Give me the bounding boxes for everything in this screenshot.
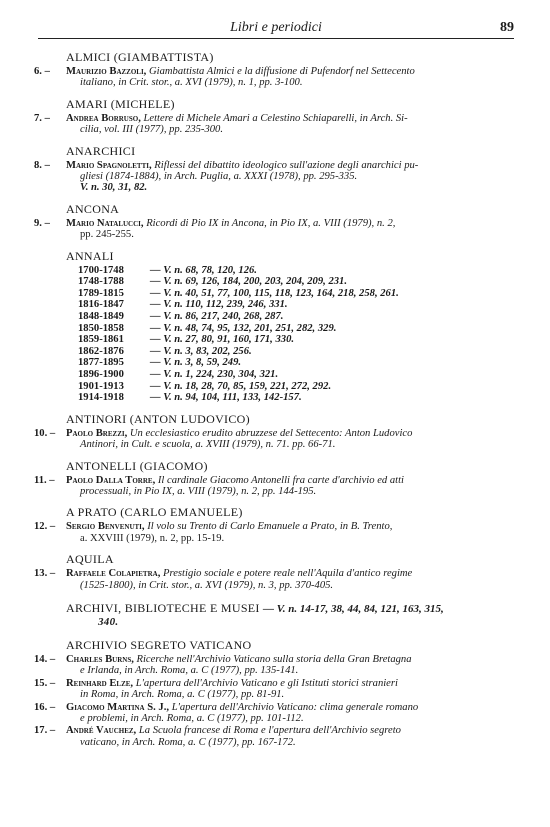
cross-reference: V. n. 30, 31, 82.	[80, 182, 148, 194]
section-heading: ALMICI (GIAMBATTISTA)	[66, 50, 214, 64]
entry-author: Reinhard Elze,	[66, 677, 134, 689]
section-heading: ANTINORI (ANTON LUDOVICO)	[66, 411, 250, 426]
entry-author: Mario Natalucci,	[66, 217, 144, 229]
bibliography-entry	[34, 218, 520, 241]
cross-reference-cont: 340.	[98, 616, 119, 629]
entry-author: Sergio Benvenuti,	[66, 521, 145, 533]
entry-line: (1525-1800), in Crit. stor., a. XVI (1979), n. 3, pp. 370-405.	[80, 579, 334, 591]
entry-number: 16. –	[34, 701, 56, 713]
annali-period: 1877-1895	[78, 357, 124, 369]
entry-line: vaticano, in Arch. Roma, a. C (1977), pp. 167-172.	[80, 736, 296, 748]
entry-number: 8. –	[34, 159, 50, 171]
bibliography-entry	[34, 428, 520, 451]
entry-line: a. XXVIII (1979), n. 2, pp. 15-19.	[80, 532, 225, 544]
bibliography-entry	[34, 725, 520, 748]
running-head-title: Libri e periodici	[230, 20, 322, 35]
entry-line: in Roma, in Arch. Roma, a. C (1977), pp. 81-91.	[80, 689, 285, 701]
bibliography-entry	[34, 475, 520, 498]
entry-text: L'apertura dell'Archivio Vaticano e gli Istituti storici stranieri	[135, 677, 398, 689]
annali-refs: — V. n. 3, 83, 202, 256.	[150, 345, 252, 357]
bibliography-entry	[34, 568, 520, 591]
annali-period: 1789-1815	[78, 287, 124, 299]
entry-text: Il cardinale Giacomo Antonelli fra carte d'archivio ed atti	[157, 474, 404, 486]
annali-period: 1748-1788	[78, 276, 124, 288]
entry-text: Giambattista Almici e la diffusione di Pufendorf nel Settecento	[148, 66, 415, 77]
annali-refs: — V. n. 40, 51, 77, 100, 115, 118, 123, 164, 218, 258, 261.	[150, 287, 399, 299]
entry-line	[66, 568, 520, 579]
entry-line: italiano, in Crit. stor., a. XVI (1979), n. 1, pp. 3-100.	[80, 77, 303, 89]
section-heading: ANNALI	[66, 248, 114, 263]
entry-text: Il volo su Trento di Carlo Emanuele a Prato, in B. Trento,	[147, 521, 393, 533]
annali-refs: — V. n. 68, 78, 120, 126.	[150, 264, 257, 276]
annali-period: 1914-1918	[78, 392, 124, 404]
entry-number: 14. –	[34, 654, 56, 666]
entry-line: processuali, in Pio IX, a. VIII (1979), n. 2, pp. 144-195.	[80, 486, 317, 497]
annali-refs: — V. n. 69, 126, 184, 200, 203, 204, 209, 231.	[150, 276, 347, 288]
entry-line	[66, 475, 520, 486]
entry-text: L'apertura dell'Archivio Vaticano: clima generale romano	[171, 701, 419, 713]
entry-author: Paolo Dalla Torre,	[66, 474, 156, 486]
annali-period: 1862-1876	[78, 345, 124, 357]
bibliography-entry	[34, 113, 520, 136]
entry-number: 11. –	[34, 474, 55, 486]
entry-line	[66, 725, 520, 736]
bibliography-entry	[34, 702, 520, 725]
section-heading: AQUILA	[66, 552, 114, 567]
section-heading: ARCHIVIO SEGRETO VATICANO	[66, 638, 252, 653]
annali-refs: — V. n. 1, 224, 230, 304, 321.	[150, 369, 279, 380]
annali-row	[78, 265, 520, 277]
entry-number: 17. –	[34, 725, 56, 737]
bibliography-entry	[34, 160, 520, 194]
entry-author: Andrea Borruso,	[66, 112, 141, 124]
entry-line	[66, 160, 520, 171]
entry-number: 10. –	[34, 427, 56, 439]
entry-line: cilia, vol. III (1977), pp. 235-300.	[80, 124, 223, 136]
entry-line	[66, 702, 520, 713]
annali-period: 1896-1900	[78, 369, 124, 380]
annali-period: 1859-1861	[78, 334, 124, 346]
annali-row	[78, 334, 520, 346]
annali-period: 1850-1858	[78, 322, 124, 334]
section-heading: ARCHIVI, BIBLIOTECHE E MUSEI	[66, 601, 260, 616]
entry-author: André Vauchez,	[66, 725, 137, 737]
entry-number: 12. –	[34, 521, 56, 533]
entry-line: Antinori, in Cult. e scuola, a. XVIII (1979), n. 71. pp. 66-71.	[80, 439, 336, 451]
annali-row	[78, 381, 520, 393]
entry-number: 15. –	[34, 677, 56, 689]
entry-line: pp. 245-255.	[80, 229, 134, 241]
entry-author: Charles Burns,	[66, 654, 134, 666]
annali-row	[78, 392, 520, 404]
entry-number: 9. –	[34, 217, 50, 229]
entry-author: Mario Spagnoletti,	[66, 159, 152, 171]
entry-line	[66, 428, 520, 439]
section-heading: A PRATO (CARLO EMANUELE)	[66, 505, 243, 520]
annali-refs: — V. n. 18, 28, 70, 85, 159, 221, 272, 292.	[150, 380, 332, 392]
bibliography-entry	[34, 521, 520, 544]
entry-text: Riflessi del dibattito ideologico sull'azione degli anarchici pu-	[154, 159, 419, 171]
entry-line	[66, 66, 520, 77]
entry-number: 6. –	[34, 66, 50, 77]
entry-text: Ricordi di Pio IX in Ancona, in Pio IX, a. VIII (1979), n. 2,	[146, 217, 396, 229]
bibliography-entry	[34, 654, 520, 677]
cross-reference: — V. n. 14-17, 38, 44, 84, 121, 163, 315,	[263, 603, 444, 616]
annali-refs: — V. n. 48, 74, 95, 132, 201, 251, 282, 329.	[150, 322, 337, 334]
entry-text: La Scuola francese di Roma e l'apertura dell'Archivio segreto	[138, 725, 401, 737]
entry-line	[66, 521, 520, 532]
annali-refs: — V. n. 3, 8, 59, 249.	[150, 357, 242, 369]
annali-period: 1816-1847	[78, 299, 124, 311]
entry-author: Paolo Brezzi,	[66, 427, 128, 439]
annali-row	[78, 357, 520, 369]
annali-row	[78, 369, 520, 381]
annali-refs: — V. n. 94, 104, 111, 133, 142-157.	[150, 392, 302, 404]
annali-refs: — V. n. 27, 80, 91, 160, 171, 330.	[150, 334, 295, 346]
annali-row	[78, 276, 520, 288]
entry-line: e Irlanda, in Arch. Roma, a. C (1977), pp. 135-141.	[80, 665, 299, 677]
bibliography-entry	[34, 678, 520, 701]
entry-number: 7. –	[34, 112, 50, 124]
bibliography-entry	[34, 66, 520, 89]
entry-line	[66, 678, 520, 689]
annali-period: 1901-1913	[78, 380, 124, 392]
annali-period: 1848-1849	[78, 311, 124, 323]
section-heading-archivi	[66, 602, 520, 629]
annali-row	[78, 346, 520, 358]
entry-author: Maurizio Bazzoli,	[66, 66, 147, 77]
entry-line	[66, 218, 520, 229]
annali-refs: — V. n. 86, 217, 240, 268, 287.	[150, 311, 284, 323]
entry-text: Prestigio sociale e potere reale nell'Aquila d'antico regime	[163, 568, 413, 580]
section-heading: ANTONELLI (GIACOMO)	[66, 458, 208, 473]
entry-number: 13. –	[34, 568, 56, 580]
entry-line: gliesi (1874-1884), in Arch. Puglia, a. XXXI (1978), pp. 295-335.	[80, 171, 358, 183]
entry-line: e problemi, in Arch. Roma, a. C (1977), pp. 101-112.	[80, 713, 304, 725]
entry-line	[66, 113, 520, 124]
annali-row	[78, 299, 520, 311]
running-head	[38, 20, 514, 39]
section-heading: AMARI (MICHELE)	[66, 96, 175, 111]
entry-text: Lettere di Michele Amari a Celestino Schiaparelli, in Arch. Si-	[143, 112, 408, 124]
entry-line	[66, 654, 520, 665]
annali-period: 1700-1748	[78, 264, 124, 276]
entry-author: Raffaele Colapietra,	[66, 568, 161, 580]
annali-refs: — V. n. 110, 112, 239, 246, 331.	[150, 299, 288, 311]
annali-table	[78, 265, 520, 404]
page-number: 89	[500, 20, 514, 35]
annali-row	[78, 288, 520, 300]
section-heading: ANCONA	[66, 201, 120, 216]
entry-text: Ricerche nell'Archivio Vaticano sulla storia della Gran Bretagna	[136, 654, 412, 666]
annali-row	[78, 323, 520, 335]
bibliography-content	[34, 47, 520, 749]
entry-text: Un ecclesiastico erudito abruzzese del Settecento: Anton Ludovico	[129, 427, 413, 439]
annali-row	[78, 311, 520, 323]
section-heading: ANARCHICI	[66, 143, 136, 158]
entry-author: Giacomo Martina S. J.,	[66, 701, 170, 713]
